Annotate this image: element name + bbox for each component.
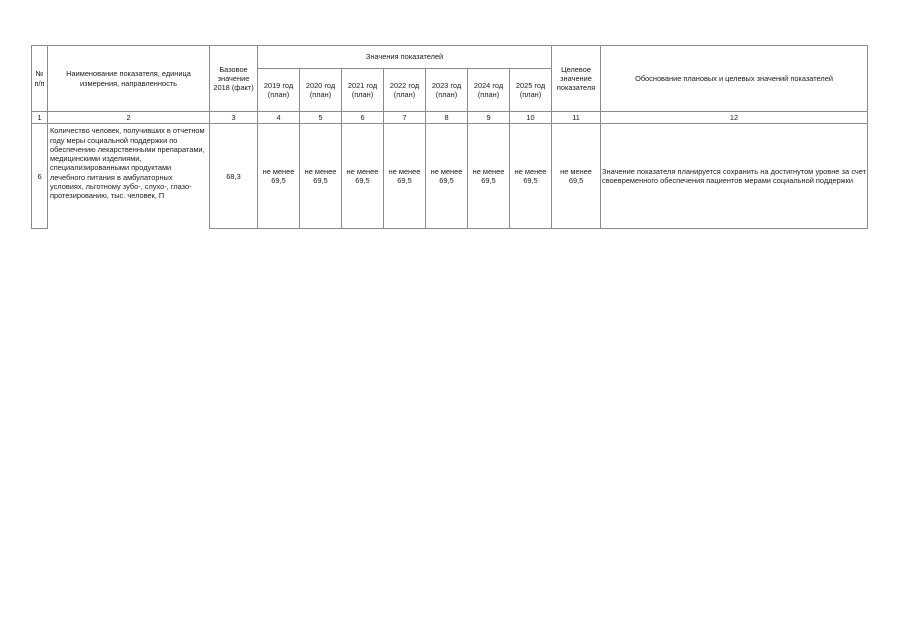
row-indicator-name: Количество человек, получивших в отчетном году меры социальной поддержки по обеспечению лекарственными препаратами, медицинскими изделиями, специализированными продуктами лечебного питания в амбулаторных условиях, льготному зубо-, слухо-, глазо- протезированию, тыс. человек, П [48, 124, 210, 229]
header-year: 2024 год (план) [468, 69, 510, 112]
row-year-value: не менее 69,5 [468, 124, 510, 229]
column-number: 4 [258, 112, 300, 124]
column-number: 6 [342, 112, 384, 124]
column-number: 10 [510, 112, 552, 124]
header-values-group: Значения показателей [258, 46, 552, 69]
column-number: 11 [552, 112, 601, 124]
header-row-1 [32, 46, 868, 69]
row-no: 6 [32, 124, 48, 229]
row-year-value: не менее 69,5 [510, 124, 552, 229]
column-number: 7 [384, 112, 426, 124]
column-number: 5 [300, 112, 342, 124]
table-row [32, 124, 868, 229]
header-year: 2025 год (план) [510, 69, 552, 112]
row-year-value: не менее 69,5 [384, 124, 426, 229]
column-number: 8 [426, 112, 468, 124]
indicators-table [31, 45, 868, 229]
row-year-value: не менее 69,5 [426, 124, 468, 229]
column-number: 12 [601, 112, 868, 124]
header-year: 2020 год (план) [300, 69, 342, 112]
row-year-value: не менее 69,5 [258, 124, 300, 229]
header-target: Целевое значение показателя [552, 46, 601, 112]
row-justification: Значение показателя планируется сохранить на достигнутом уровне за счет своевременного обеспечения пациентов мерами социальной поддержки [601, 124, 868, 229]
column-number: 2 [48, 112, 210, 124]
column-number: 3 [210, 112, 258, 124]
header-name: Наименование показателя, единица измерения, направленность [48, 46, 210, 112]
row-year-value: не менее 69,5 [300, 124, 342, 229]
row-target-value: не менее 69,5 [552, 124, 601, 229]
header-no: № п/п [32, 46, 48, 112]
row-year-value: не менее 69,5 [342, 124, 384, 229]
column-number: 1 [32, 112, 48, 124]
row-base-value: 68,3 [210, 124, 258, 229]
header-year: 2023 год (план) [426, 69, 468, 112]
header-year: 2022 год (план) [384, 69, 426, 112]
header-year: 2019 год (план) [258, 69, 300, 112]
header-justification: Обоснование плановых и целевых значений показателей [601, 46, 868, 112]
column-number: 9 [468, 112, 510, 124]
column-number-row [32, 112, 868, 124]
header-year: 2021 год (план) [342, 69, 384, 112]
header-base: Базовое значение 2018 (факт) [210, 46, 258, 112]
